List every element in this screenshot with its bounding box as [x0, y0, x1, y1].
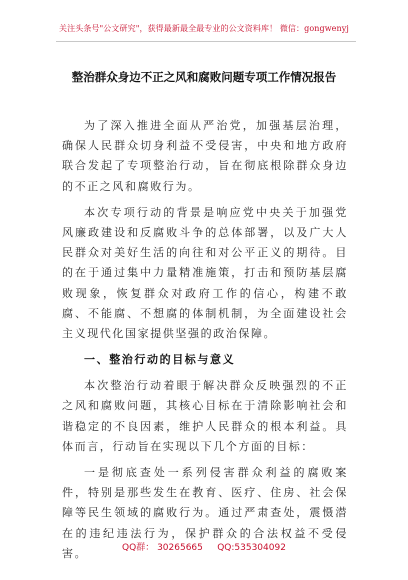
- background-paragraph: 本次专项行动的背景是响应党中央关于加强党风廉政建设和反腐败斗争的总体部署，以及广大人民群众对美好生活的向往和对公平正义的期待。目的在于通过集中力量精准施策，打击和预防基层腐败现象，恢复群众对政府工作的信心，构建不敢腐、不能腐、不想腐的体制机制，为全面建设社会主义现代化国家提供坚强的政治保障。: [62, 205, 348, 341]
- section-paragraph: 本次整治行动着眼于解决群众反映强烈的不正之风和腐败问题，其核心目标在于清除影响社会和谐稳定的不良因素，维护人民群众的根本利益。具体而言，行动旨在实现以下几个方面的目标：: [62, 379, 348, 453]
- document-body: [62, 116, 348, 564]
- header-divider: [56, 41, 356, 42]
- header-promo-note: 关注头条号"公文研究"，获得最新最全最专业的公文资料库！ 微信：gongwenyj: [59, 24, 349, 33]
- footer-contact: QQ群： 30265665 QQ:535304092: [122, 543, 286, 553]
- intro-paragraph: 为了深入推进全面从严治党，加强基层治理，确保人民群众切身利益不受侵害，中央和地方政府联合发起了专项整治行动，旨在彻底根除群众身边的不正之风和腐败行为。: [62, 119, 348, 193]
- section-paragraph: 一是彻底查处一系列侵害群众利益的腐败案件，特别是那些发生在教育、医疗、住房、社会保障等民生领域的腐败行为。通过严肃查处，震慑潜在的违纪违法行为，保护群众的合法权益不受侵害。: [62, 466, 348, 560]
- document-title: 整治群众身边不正之风和腐败问题专项工作情况报告: [71, 70, 337, 84]
- section-heading: 一、整治行动的目标与意义: [84, 353, 236, 367]
